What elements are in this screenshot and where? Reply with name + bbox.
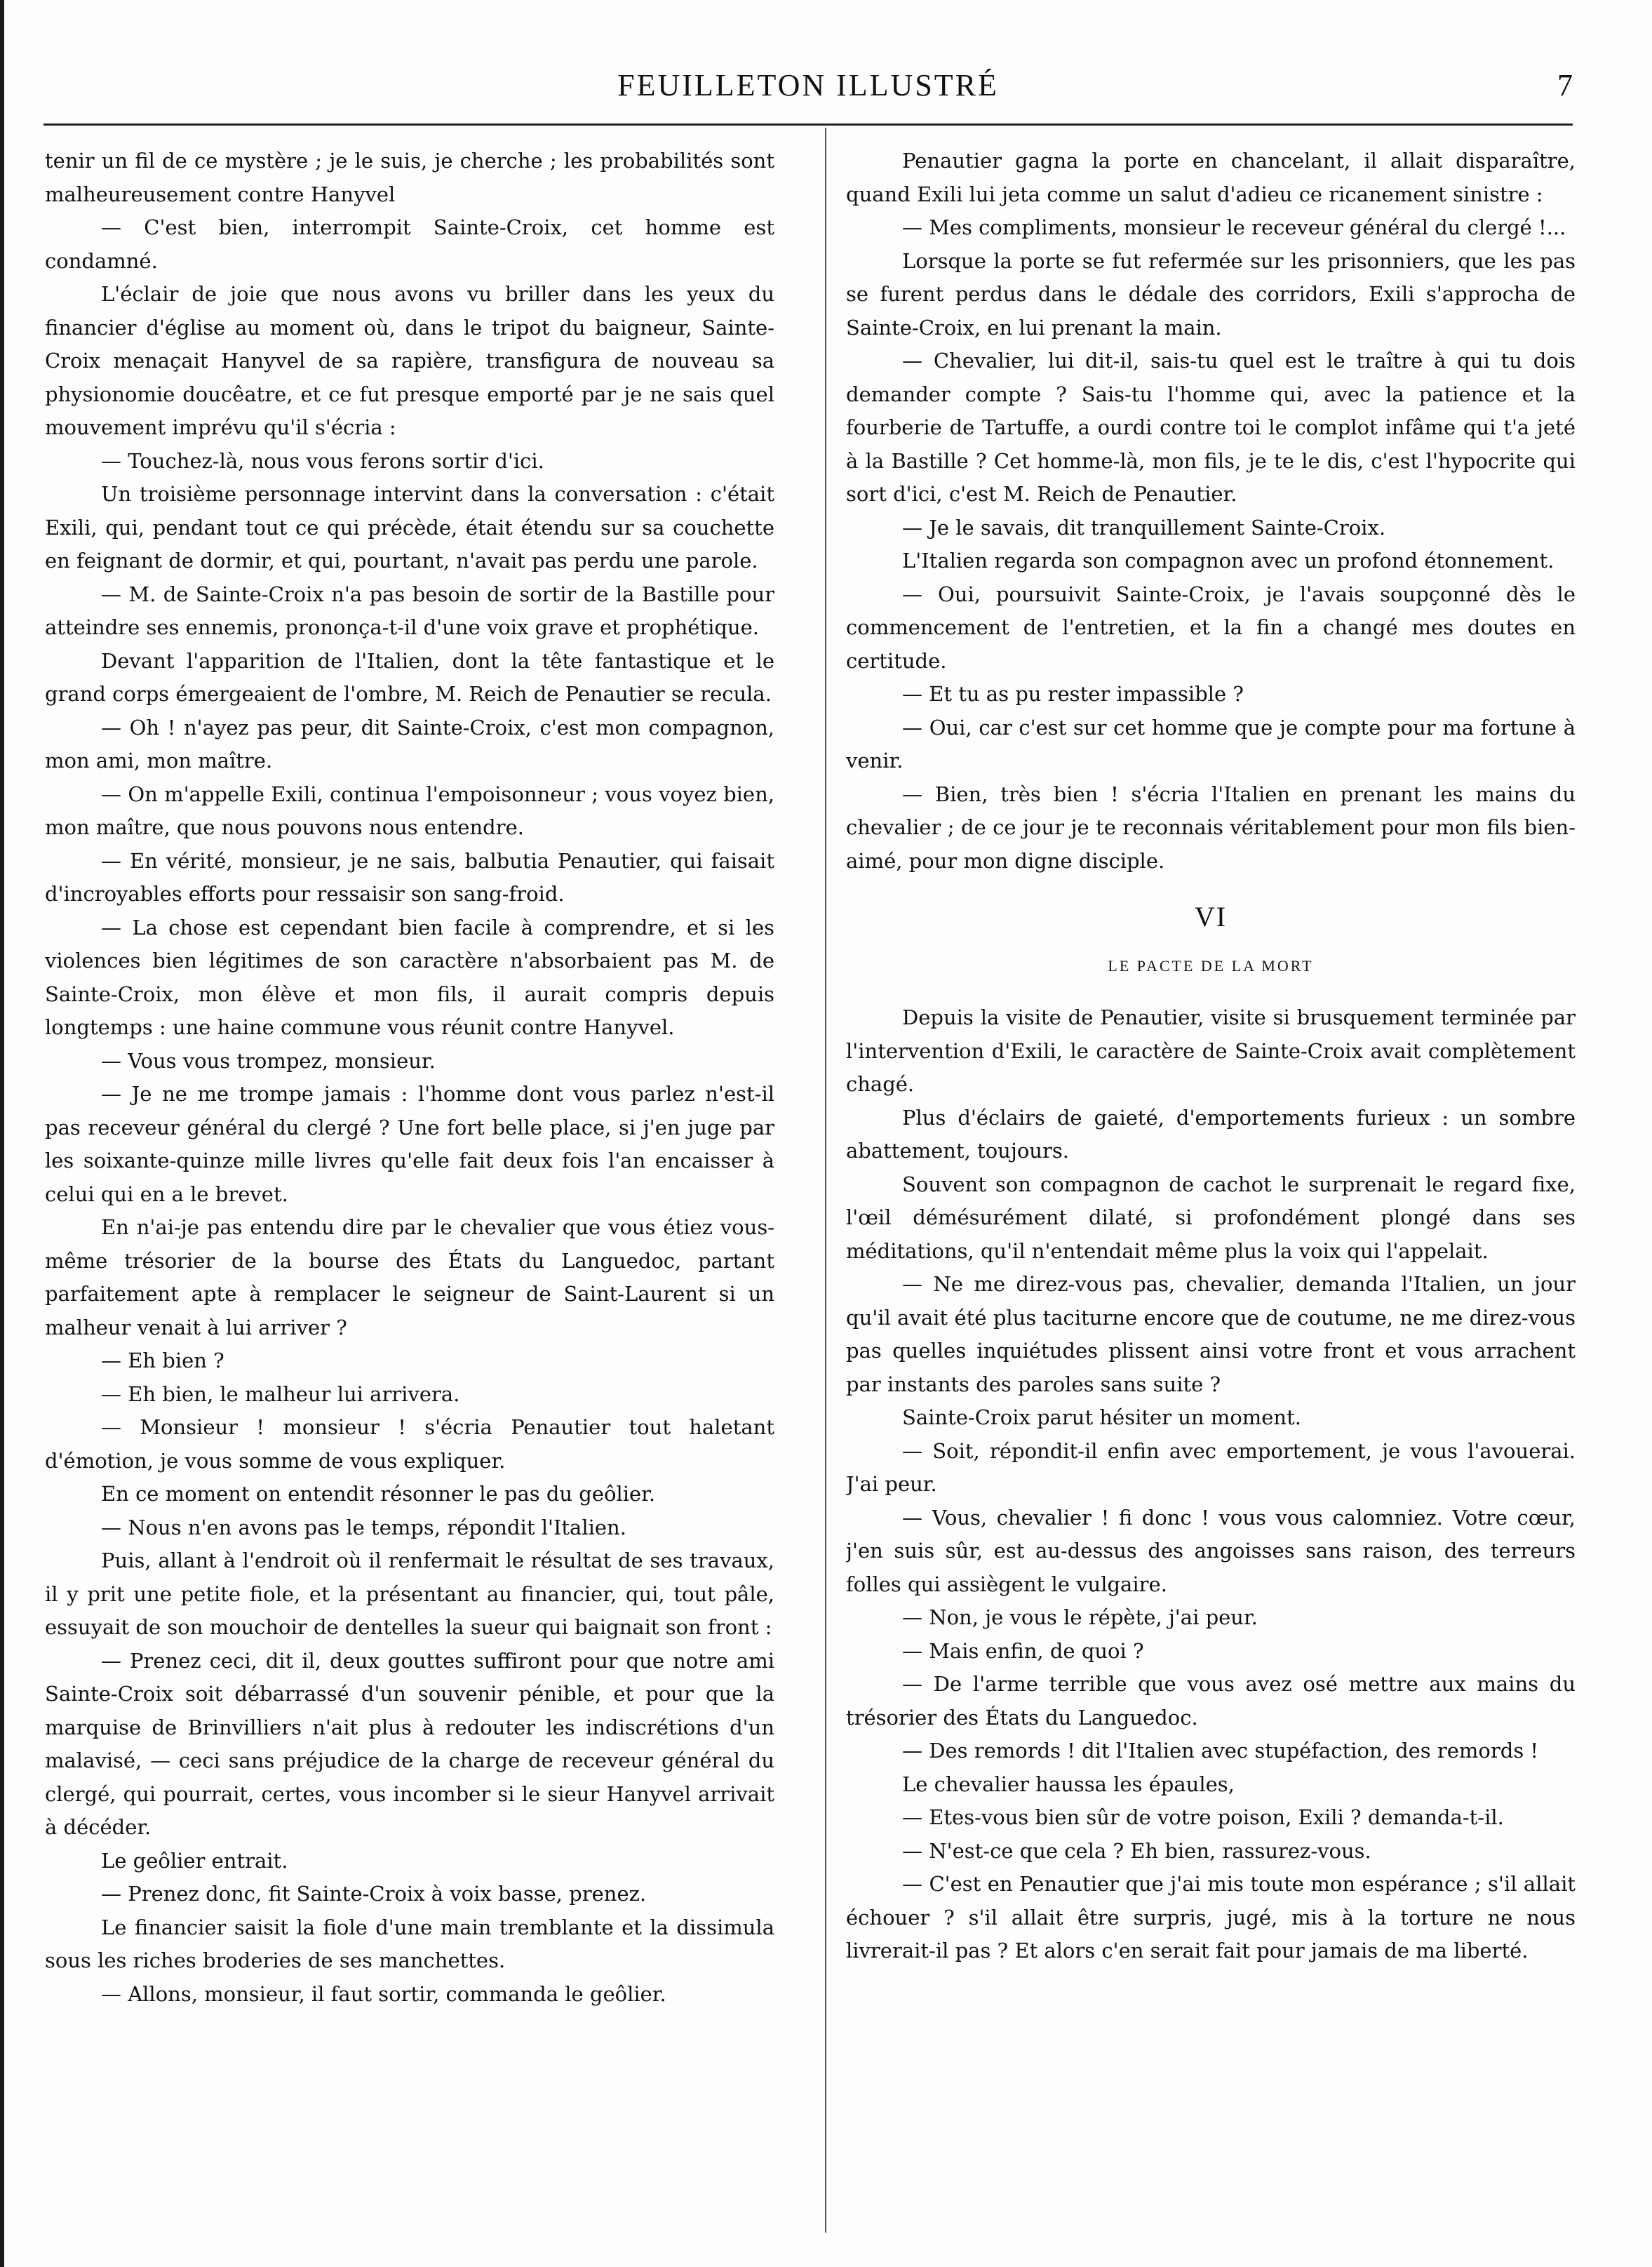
page-header bbox=[43, 67, 1573, 112]
paragraph: — Mes compliments, monsieur le receveur général du clergé !... bbox=[902, 215, 1566, 239]
paragraph: — Touchez-là, nous vous ferons sortir d'ici. bbox=[101, 448, 544, 473]
paragraph: Lorsque la porte se fut refermée sur les prisonniers, que les pas se furent perdus dans le dédale des corridors, Exili s'approcha de Sainte-Croix, en lui prenant la main. bbox=[846, 248, 1576, 340]
paragraph: Sainte-Croix parut hésiter un moment. bbox=[902, 1405, 1301, 1429]
paragraph: Souvent son compagnon de cachot le surprenait le regard fixe, l'œil démésurément dilaté, si profondément plongé dans ses méditations, qu'il n'entendait même plus la voix qui l'appelait. bbox=[846, 1172, 1576, 1263]
page-edge bbox=[0, 0, 4, 2267]
paragraph: — En vérité, monsieur, je ne sais, balbutia Penautier, qui faisait d'incroyables efforts pour ressaisir son sang-froid. bbox=[45, 848, 774, 906]
paragraph: — Bien, très bien ! s'écria l'Italien en prenant les mains du chevalier ; de ce jour je te reconnais véritablement pour mon fils bien-aimé, pour mon digne disciple. bbox=[846, 782, 1576, 873]
paragraph: — La chose est cependant bien facile à comprendre, et si les violences bien légitimes de son caractère n'absorbaient pas M. de Sainte-Croix, mon élève et mon fils, il aurait compris depuis longtemps : une haine commune vous réunit contre Hanyvel. bbox=[45, 915, 774, 1039]
paragraph: Plus d'éclairs de gaieté, d'emportements furieux : un sombre abattement, toujours. bbox=[846, 1105, 1576, 1163]
paragraph: — Non, je vous le répète, j'ai peur. bbox=[902, 1605, 1258, 1629]
paragraph: — Vous vous trompez, monsieur. bbox=[101, 1048, 436, 1073]
paragraph: — C'est en Penautier que j'ai mis toute mon espérance ; s'il allait échouer ? s'il allait être surpris, jugé, mis à la torture ne nous livrerait-il pas ? Et alors c'en serait fait pour jamais de ma liberté. bbox=[846, 1872, 1576, 1962]
left-column bbox=[45, 145, 774, 2235]
paragraph: — Je ne me trompe jamais : l'homme dont vous parlez n'est-il pas receveur général du clergé ? Une fort belle place, si j'en juge par les soixante-quinze mille livres qu'elle fait deux fois l'an encaisser à celui qui en a le brevet. bbox=[45, 1082, 774, 1206]
paragraph: — Mais enfin, de quoi ? bbox=[902, 1638, 1144, 1663]
paragraph: tenir un fil de ce mystère ; je le suis, je cherche ; les probabilités sont malheureusement contre Hanyvel bbox=[45, 149, 774, 206]
paragraph: — Des remords ! dit l'Italien avec stupéfaction, des remords ! bbox=[902, 1739, 1539, 1763]
paragraph: En ce moment on entendit résonner le pas du geôlier. bbox=[101, 1482, 656, 1506]
paragraph: — Allons, monsieur, il faut sortir, commanda le geôlier. bbox=[101, 1981, 666, 2006]
paragraph: — Oh ! n'ayez pas peur, dit Sainte-Croix, c'est mon compagnon, mon ami, mon maître. bbox=[45, 715, 774, 773]
paragraph: Le chevalier haussa les épaules, bbox=[902, 1772, 1235, 1796]
paragraph: Devant l'apparition de l'Italien, dont la tête fantastique et le grand corps émergeaient de l'ombre, M. Reich de Penautier se recula. bbox=[45, 648, 774, 706]
paragraph: — Et tu as pu rester impassible ? bbox=[902, 682, 1244, 706]
paragraph: — M. de Sainte-Croix n'a pas besoin de sortir de la Bastille pour atteindre ses ennemis, prononça-t-il d'une voix grave et prophétique. bbox=[45, 582, 774, 639]
paragraph: L'Italien regarda son compagnon avec un profond étonnement. bbox=[902, 549, 1554, 573]
running-title: FEUILLETON ILLUSTRÉ bbox=[617, 68, 999, 102]
paragraph: Le geôlier entrait. bbox=[101, 1848, 288, 1873]
paragraph: L'éclair de joie que nous avons vu briller dans les yeux du financier d'église au moment où, dans le tripot du baigneur, Sainte-Croix menaçait Hanyvel de sa rapière, transfigura de nouveau sa physionomie doucêatre, et ce fut presque emporté par je ne sais quel mouvement imprévu qu'il s'écria : bbox=[45, 282, 774, 439]
paragraph: Le financier saisit la fiole d'une main tremblante et la dissimula sous les riches broderies de ses manchettes. bbox=[45, 1915, 774, 1972]
column-divider bbox=[825, 128, 826, 2233]
paragraph: Penautier gagna la porte en chancelant, il allait disparaître, quand Exili lui jeta comme un salut d'adieu ce ricanement sinistre : bbox=[846, 149, 1576, 206]
paragraph: Depuis la visite de Penautier, visite si brusquement terminée par l'intervention d'Exili, le caractère de Sainte-Croix avait complètement chagé. bbox=[846, 1005, 1576, 1096]
paragraph: En n'ai-je pas entendu dire par le chevalier que vous étiez vous-même trésorier de la bourse des États du Languedoc, partant parfaitement apte à remplacer le seigneur de Saint-Laurent si un malheur venait à lui arriver ? bbox=[45, 1215, 774, 1339]
paragraph: — Oui, poursuivit Sainte-Croix, je l'avais soupçonné dès le commencement de l'entretien, et la fin a changé mes doutes en certitude. bbox=[846, 582, 1576, 673]
paragraph: Puis, allant à l'endroit où il renfermait le résultat de ses travaux, il y prit une petite fiole, et la présentant au financier, qui, tout pâle, essuyait de son mouchoir de dentelles la sueur qui baignait son front : bbox=[45, 1549, 774, 1639]
paragraph: — Prenez donc, fit Sainte-Croix à voix basse, prenez. bbox=[101, 1882, 647, 1906]
paragraph: — N'est-ce que cela ? Eh bien, rassurez-vous. bbox=[902, 1838, 1371, 1863]
paragraph: — De l'arme terrible que vous avez osé mettre aux mains du trésorier des États du Languedoc. bbox=[846, 1672, 1576, 1730]
paragraph: — On m'appelle Exili, continua l'empoisonneur ; vous voyez bien, mon maître, que nous pouvons nous entendre. bbox=[45, 782, 774, 839]
chapter-title: LE PACTE DE LA MORT bbox=[1108, 957, 1314, 975]
paragraph: — Prenez ceci, dit il, deux gouttes suffiront pour que notre ami Sainte-Croix soit débarrassé d'un souvenir pénible, et pour que la marquise de Brinvilliers n'ait plus à redouter les indiscrétions d'un malavisé, — ceci sans préjudice de la charge de receveur général du clergé, qui pourrait, certes, vous incomber si le sieur Hanyvel arrivait à décéder. bbox=[45, 1648, 774, 1839]
paragraph: — Nous n'en avons pas le temps, répondit l'Italien. bbox=[101, 1515, 626, 1539]
header-rule bbox=[43, 123, 1573, 126]
paragraph: — Oui, car c'est sur cet homme que je compte pour ma fortune à venir. bbox=[846, 715, 1576, 773]
paragraph: — Etes-vous bien sûr de votre poison, Exili ? demanda-t-il. bbox=[902, 1805, 1504, 1829]
paragraph: — Chevalier, lui dit-il, sais-tu quel est le traître à qui tu dois demander compte ? Sais-tu l'homme qui, avec la patience et la fourberie de Tartuffe, a ourdi contre toi le complot infâme qui t'a jeté à la Bastille ? Cet homme-là, mon fils, je te le dis, c'est l'hypocrite qui sort d'ici, c'est M. Reich de Penautier. bbox=[846, 349, 1576, 506]
paragraph: — Eh bien, le malheur lui arrivera. bbox=[101, 1382, 460, 1406]
right-column bbox=[846, 145, 1576, 2235]
page-number: 7 bbox=[1557, 68, 1573, 102]
paragraph: — C'est bien, interrompit Sainte-Croix, cet homme est condamné. bbox=[45, 215, 774, 273]
paragraph: — Vous, chevalier ! fi donc ! vous vous calomniez. Votre cœur, j'en suis sûr, est au-dessus des angoisses sans raison, des terreurs folles qui assiègent le vulgaire. bbox=[846, 1505, 1576, 1596]
paragraph: — Je le savais, dit tranquillement Sainte-Croix. bbox=[902, 515, 1386, 540]
paragraph: Un troisième personnage intervint dans la conversation : c'était Exili, qui, pendant tout ce qui précède, était étendu sur sa couchette en feignant de dormir, et qui, pourtant, n'avait pas perdu une parole. bbox=[45, 482, 774, 573]
paragraph: — Monsieur ! monsieur ! s'écria Penautier tout haletant d'émotion, je vous somme de vous expliquer. bbox=[45, 1415, 774, 1473]
chapter-number: VI bbox=[1194, 901, 1228, 932]
paragraph: — Soit, répondit-il enfin avec emportement, je vous l'avouerai. J'ai peur. bbox=[846, 1438, 1576, 1496]
paragraph: — Eh bien ? bbox=[101, 1349, 224, 1372]
paragraph: — Ne me direz-vous pas, chevalier, demanda l'Italien, un jour qu'il avait été plus taciturne encore que de coutume, ne me direz-vous pas quelles inquiétudes plissent ainsi votre front et vous arrachent par instants des paroles sans suite ? bbox=[846, 1272, 1576, 1396]
